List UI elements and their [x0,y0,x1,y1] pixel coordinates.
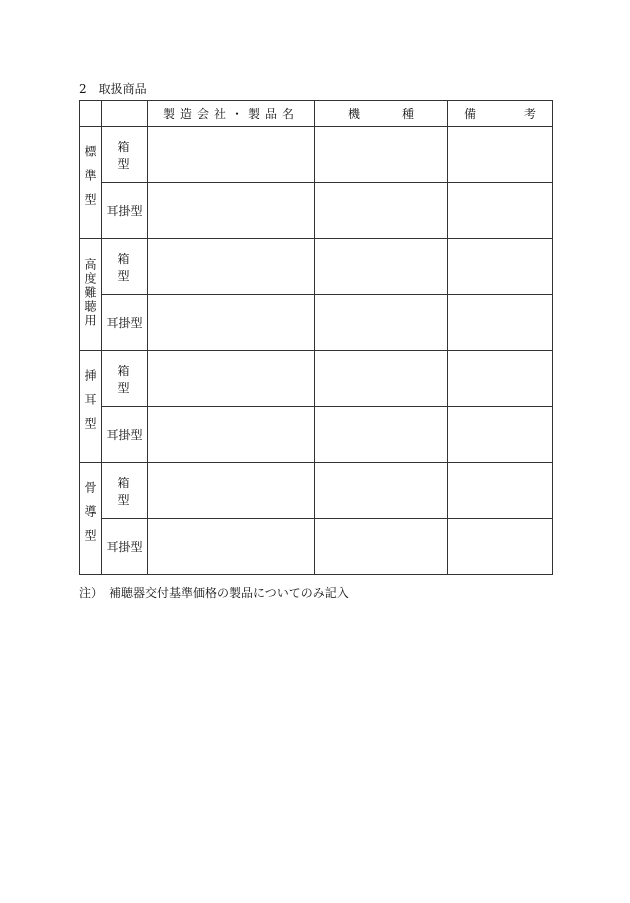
maker-cell[interactable] [148,295,315,351]
category-cell [80,239,102,351]
footnote-prefix: 注） [79,586,98,600]
table-row [80,183,553,239]
products-table [79,100,553,575]
model-cell[interactable] [315,295,448,351]
table-row [80,519,553,575]
footnote-text: 補聴器交付基準価格の製品についてのみ記入 [109,586,349,600]
type-cell: 箱型 [102,239,148,295]
remarks-cell[interactable] [448,519,553,575]
model-cell[interactable] [315,463,448,519]
category-label: 高度難聴用 [83,258,97,328]
remarks-cell[interactable] [448,463,553,519]
category-cell [80,351,102,463]
category-label: 標準型 [83,145,97,217]
category-label: 挿耳型 [83,369,97,441]
model-cell[interactable] [315,183,448,239]
type-cell: 耳掛型 [102,519,148,575]
table-row [80,351,553,407]
remarks-cell[interactable] [448,127,553,183]
remarks-cell[interactable] [448,183,553,239]
remarks-cell[interactable] [448,407,553,463]
type-cell: 耳掛型 [102,183,148,239]
header-blank-type [102,101,148,127]
table-row [80,407,553,463]
maker-cell[interactable] [148,127,315,183]
remarks-cell[interactable] [448,351,553,407]
header-remarks: 備 考 [448,101,553,127]
table-row [80,463,553,519]
table-row [80,295,553,351]
table-row [80,239,553,295]
model-cell[interactable] [315,519,448,575]
header-blank-category [80,101,102,127]
maker-cell[interactable] [148,407,315,463]
category-cell [80,127,102,239]
model-cell[interactable] [315,351,448,407]
section-heading [79,80,147,97]
maker-cell[interactable] [148,239,315,295]
category-label: 骨導型 [83,481,97,553]
remarks-cell[interactable] [448,295,553,351]
maker-cell[interactable] [148,351,315,407]
maker-cell[interactable] [148,519,315,575]
table-header-row [80,101,553,127]
header-maker-product: 製造会社・製品名 [148,101,315,127]
model-cell[interactable] [315,407,448,463]
model-cell[interactable] [315,127,448,183]
section-number: 2 [79,82,87,96]
type-cell: 耳掛型 [102,295,148,351]
header-model: 機 種 [315,101,448,127]
type-cell: 箱型 [102,463,148,519]
category-cell [80,463,102,575]
type-cell: 耳掛型 [102,407,148,463]
type-cell: 箱型 [102,351,148,407]
maker-cell[interactable] [148,183,315,239]
remarks-cell[interactable] [448,239,553,295]
maker-cell[interactable] [148,463,315,519]
type-cell: 箱型 [102,127,148,183]
section-title: 取扱商品 [98,82,147,96]
model-cell[interactable] [315,239,448,295]
footnote [79,584,349,601]
table-row [80,127,553,183]
